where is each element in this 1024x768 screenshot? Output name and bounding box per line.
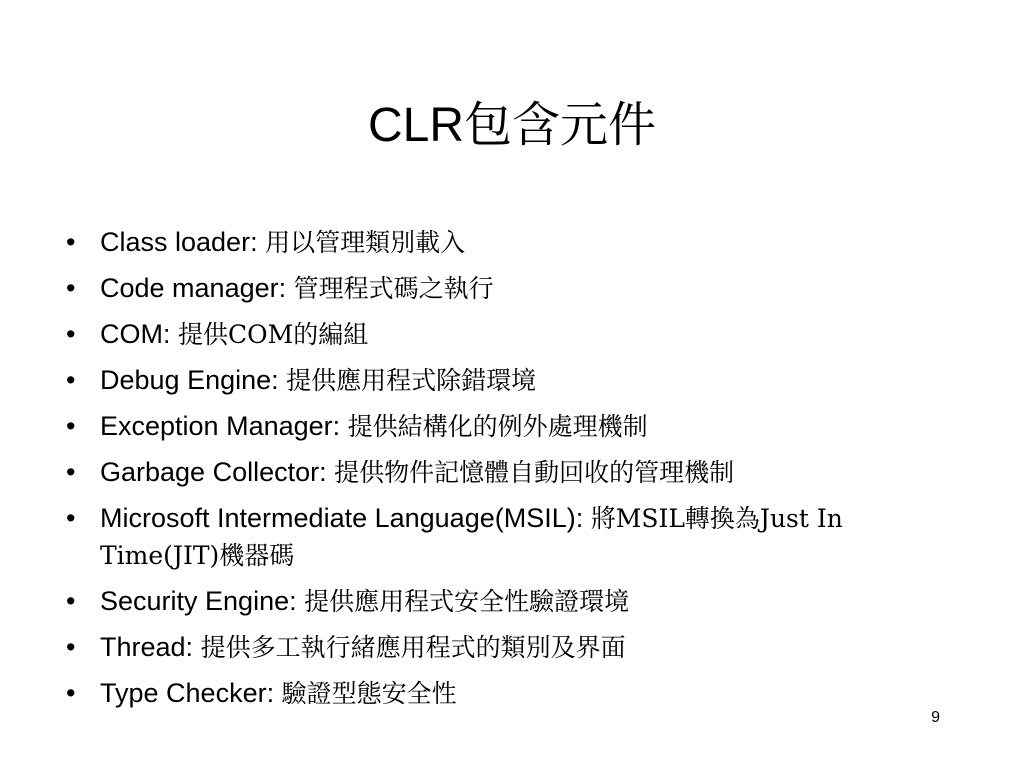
bullet-point-icon: • (66, 678, 76, 708)
bullet-term: Debug Engine: (100, 365, 287, 395)
slide-title: CLR包含元件 (367, 99, 657, 152)
bullet-description: 管理程式碼之執行 (293, 274, 494, 303)
bullet-item-security-engine (66, 583, 966, 620)
bullet-item-type-checker (66, 675, 966, 712)
bullet-list (66, 224, 966, 721)
page-number: 9 (931, 709, 940, 726)
bullet-term: Type Checker: (100, 678, 282, 708)
bullet-description: 提供應用程式安全性驗證環境 (304, 587, 630, 616)
bullet-item-exception-manager (66, 408, 966, 445)
bullet-description: 驗證型態安全性 (281, 679, 457, 708)
bullet-term: Code manager: (100, 273, 294, 303)
bullet-term: Garbage Collector: (100, 457, 335, 487)
bullet-description: 提供結構化的例外處理機制 (347, 412, 648, 441)
bullet-description: 提供多工執行緒應用程式的類別及界面 (200, 633, 626, 662)
bullet-term: Exception Manager: (100, 411, 348, 441)
bullet-point-icon: • (66, 457, 76, 487)
bullet-point-icon: • (66, 319, 76, 349)
bullet-point-icon: • (66, 503, 76, 533)
bullet-description: 提供物件記憶體自動回收的管理機制 (334, 458, 735, 487)
bullet-term: Class loader: (100, 227, 266, 257)
bullet-item-code-manager (66, 270, 966, 307)
bullet-item-msil (66, 500, 966, 574)
bullet-point-icon: • (66, 365, 76, 395)
bullet-item-thread (66, 629, 966, 666)
bullet-term: Security Engine: (100, 586, 305, 616)
bullet-point-icon: • (66, 273, 76, 303)
bullet-item-debug-engine (66, 362, 966, 399)
bullet-point-icon: • (66, 227, 76, 257)
bullet-description: 用以管理類別載入 (265, 228, 466, 257)
bullet-description: 提供COM的編組 (178, 320, 369, 349)
bullet-term: COM: (100, 319, 178, 349)
bullet-item-class-loader (66, 224, 966, 261)
bullet-term: Microsoft Intermediate Language(MSIL): (100, 503, 591, 533)
bullet-description: 將MSIL轉換為Just In Time(JIT)機器碼 (100, 504, 843, 570)
bullet-point-icon: • (66, 632, 76, 662)
bullet-term: Thread: (100, 632, 201, 662)
bullet-description: 提供應用程式除錯環境 (286, 366, 537, 395)
bullet-point-icon: • (66, 586, 76, 616)
bullet-item-com (66, 316, 966, 353)
bullet-item-garbage-collector (66, 454, 966, 491)
bullet-point-icon: • (66, 411, 76, 441)
